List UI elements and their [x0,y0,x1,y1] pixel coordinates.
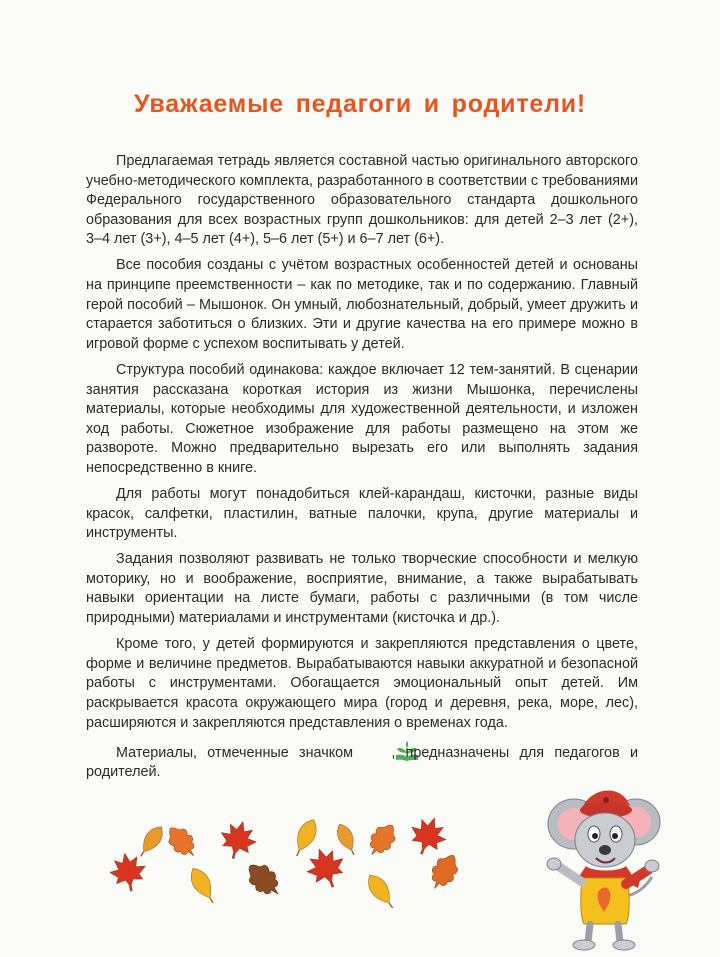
mouse-character-icon [522,782,662,952]
paragraph-4: Для работы могут понадобиться клей-карандаш, кисточки, разные виды красок, салфетки, пластилин, ватные палочки, крупа, другие материалы и инструменты. [86,486,638,542]
paragraph-7-start: Материалы, отмеченные значком [116,744,354,761]
paragraph-2: Все пособия созданы с учётом возрастных особенностей детей и основаны на принципе преемственности – как по методике, так и по содержанию. Главный герой пособий – Мышонок. Он умный, любознательный, добрый, умеет дружить и старается заботиться о близких. Эти и другие качества на его примере можно в игровой форме с успехом воспитывать у детей. [86,257,638,352]
paragraph-3: Структура пособий одинакова: каждое включает 12 тем-занятий. В сценарии занятия рассказана короткая история из жизни Мышонка, перечислены материалы, которые необходимы для художественной деятельности, и изложен ход работы. Сюжетное изображение для работы размещено на этом же развороте. Можно предварительно вырезать его или выполнять задания непосредственно в книге. [86,361,638,476]
intro-text [86,152,638,783]
paragraph-5: Задания позволяют развивать не только творческие способности и мелкую моторику, но и воображение, восприятие, внимание, а также вырабатывать навыки ориентации на листе бумаги, работы с различными (в том числе природными) материалами и инструментами (кисточка и др.). [86,551,638,627]
paragraph-1: Предлагаемая тетрадь является составной частью оригинального авторского учебно-методического комплекта, разработанного в соответствии с требованиями Федерального государственного образовательного стандарта дошкольного образования для всех возрастных групп дошкольников: для детей 2–3 лет (2+), 3–4 лет (3+), 4–5 лет (4+), 5–6 лет (5+) и 6–7 лет (6+). [86,153,638,248]
sprout-book-icon [364,740,390,762]
paragraph-6: Кроме того, у детей формируются и закрепляются представления о цвете, форме и величине предметов. Вырабатываются навыки аккуратной и безопасной работы с инструментами. Обогащается эмоциональный опыт детей. Им раскрывается красота окружающего мира (город и деревня, река, море, лес), расширяются и закрепляются представления о временах года. [86,636,638,731]
autumn-leaves-icon [110,810,470,930]
page-title: Уважаемые педагоги и родители! [133,90,587,118]
paragraph-7 [86,740,638,783]
paragraph-7-end: , предназначены для педагогов и родителей. [86,744,638,781]
